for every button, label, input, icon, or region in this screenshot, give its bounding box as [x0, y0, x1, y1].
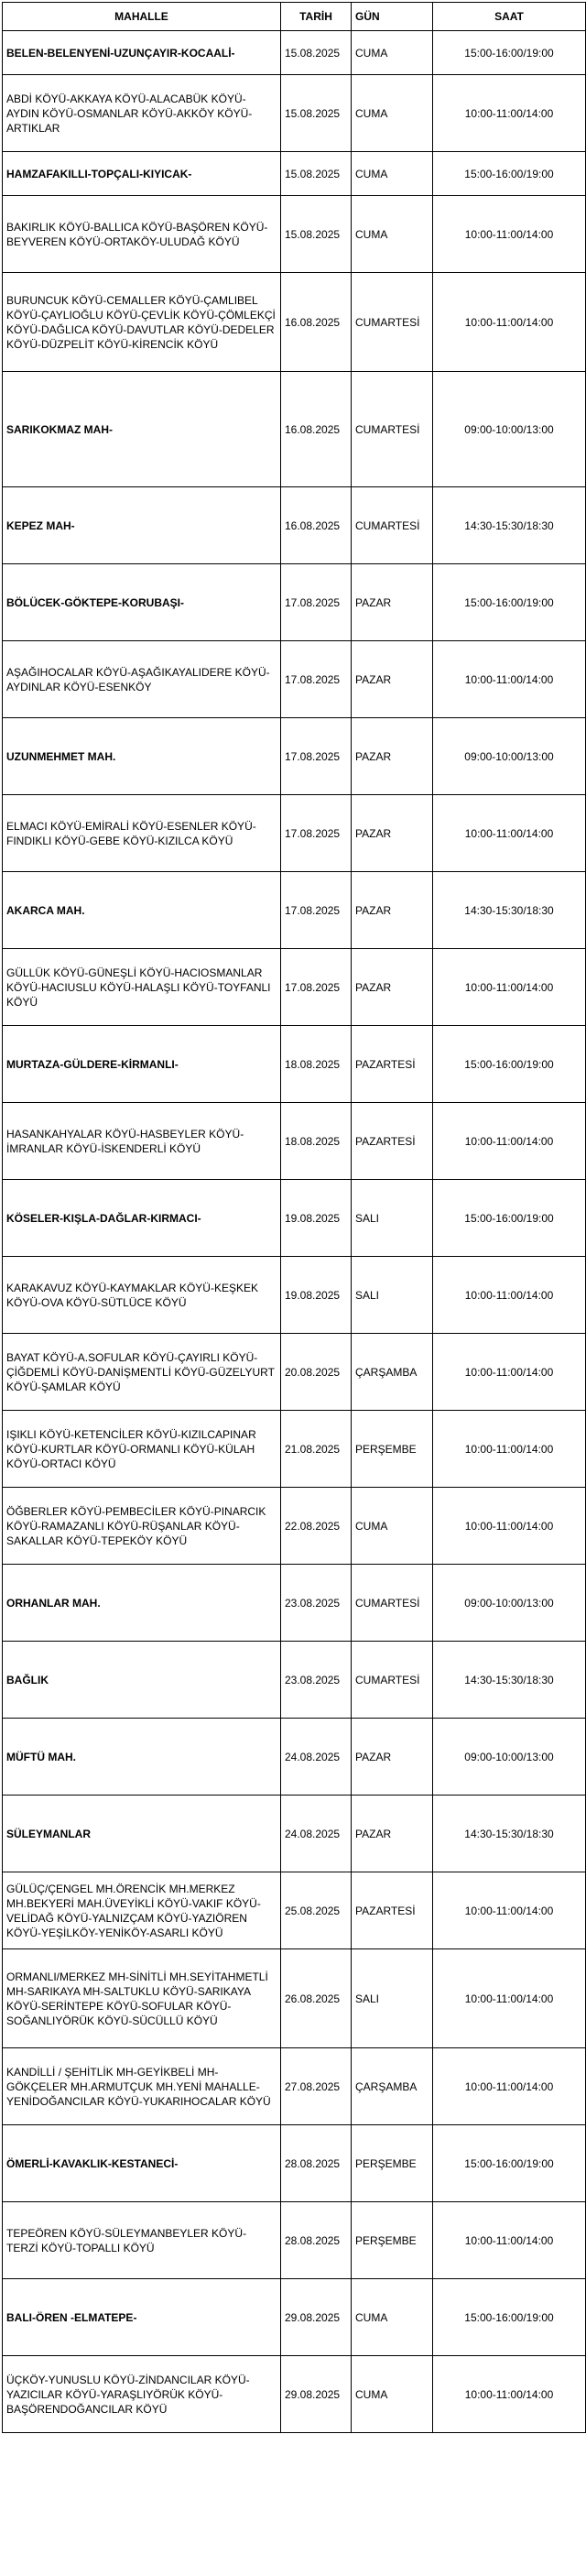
table-row [3, 273, 586, 372]
gun-cell: CUMA [352, 75, 433, 152]
gun-cell: PAZAR [352, 872, 433, 949]
gun-cell: CUMA [352, 196, 433, 273]
saat-cell: 09:00-10:00/13:00 [433, 1719, 586, 1796]
saat-cell: 15:00-16:00/19:00 [433, 2279, 586, 2356]
gun-cell: PERŞEMBE [352, 2202, 433, 2279]
gun-cell: SALI [352, 1257, 433, 1334]
gun-cell: CUMA [352, 31, 433, 75]
gun-cell: CUMARTESİ [352, 372, 433, 487]
saat-cell: 10:00-11:00/14:00 [433, 1257, 586, 1334]
gun-cell: PAZAR [352, 641, 433, 718]
tarih-cell: 16.08.2025 [281, 273, 352, 372]
saat-cell: 10:00-11:00/14:00 [433, 1872, 586, 1949]
saat-cell: 14:30-15:30/18:30 [433, 1796, 586, 1872]
table-row [3, 196, 586, 273]
gun-cell: PAZARTESİ [352, 1872, 433, 1949]
saat-cell: 10:00-11:00/14:00 [433, 196, 586, 273]
tarih-cell: 17.08.2025 [281, 718, 352, 795]
gun-cell: CUMA [352, 152, 433, 196]
gun-cell: PAZAR [352, 949, 433, 1026]
tarih-cell: 16.08.2025 [281, 372, 352, 487]
gun-cell: PAZAR [352, 795, 433, 872]
tarih-cell: 15.08.2025 [281, 31, 352, 75]
gun-cell: PAZAR [352, 564, 433, 641]
mahalle-cell: ORHANLAR MAH. [3, 1565, 281, 1642]
tarih-cell: 17.08.2025 [281, 949, 352, 1026]
mahalle-cell: BAĞLIK [3, 1642, 281, 1719]
tarih-cell: 15.08.2025 [281, 75, 352, 152]
saat-cell: 09:00-10:00/13:00 [433, 718, 586, 795]
mahalle-cell: ÖMERLİ-KAVAKLIK-KESTANECİ- [3, 2125, 281, 2202]
saat-cell: 10:00-11:00/14:00 [433, 1334, 586, 1411]
tarih-cell: 23.08.2025 [281, 1642, 352, 1719]
mahalle-cell: ABDİ KÖYÜ-AKKAYA KÖYÜ-ALACABÜK KÖYÜ-AYDIN KÖYÜ-OSMANLAR KÖYÜ-AKKÖY KÖYÜ-ARTIKLAR [3, 75, 281, 152]
saat-cell: 10:00-11:00/14:00 [433, 75, 586, 152]
gun-cell: PERŞEMBE [352, 2125, 433, 2202]
table-row [3, 641, 586, 718]
table-row [3, 795, 586, 872]
table-row [3, 718, 586, 795]
mahalle-cell: BURUNCUK KÖYÜ-CEMALLER KÖYÜ-ÇAMLIBEL KÖYÜ-ÇAYLIOĞLU KÖYÜ-ÇEVLİK KÖYÜ-ÇÖMLEKÇİ KÖYÜ-DAĞLICA KÖYÜ-DAVUTLAR KÖYÜ-DEDELER KÖYÜ-DÜZPELİT KÖYÜ-KİRENCİK KÖYÜ [3, 273, 281, 372]
tarih-cell: 19.08.2025 [281, 1180, 352, 1257]
table-row [3, 1334, 586, 1411]
table-row [3, 372, 586, 487]
tarih-cell: 22.08.2025 [281, 1488, 352, 1565]
header-tarih: TARİH [281, 3, 352, 31]
tarih-cell: 26.08.2025 [281, 1949, 352, 2048]
mahalle-cell: KARAKAVUZ KÖYÜ-KAYMAKLAR KÖYÜ-KEŞKEK KÖYÜ-OVA KÖYÜ-SÜTLÜCE KÖYÜ [3, 1257, 281, 1334]
saat-cell: 10:00-11:00/14:00 [433, 273, 586, 372]
gun-cell: CUMARTESİ [352, 273, 433, 372]
tarih-cell: 20.08.2025 [281, 1334, 352, 1411]
table-row [3, 75, 586, 152]
table-row [3, 1026, 586, 1103]
tarih-cell: 18.08.2025 [281, 1026, 352, 1103]
mahalle-cell: AŞAĞIHOCALAR KÖYÜ-AŞAĞIKAYALIDERE KÖYÜ-AYDINLAR KÖYÜ-ESENKÖY [3, 641, 281, 718]
mahalle-cell: GÜLÜÇ/ÇENGEL MH.ÖRENCİK MH.MERKEZ MH.BEKYERİ MAH.ÜVEYİKLİ KÖYÜ-VAKIF KÖYÜ-VELİDAĞ KÖYÜ-YALNIZÇAM KÖYÜ-YAZIÖREN KÖYÜ-YEŞİLKÖY-YENİKÖY-ASARLI KÖYÜ [3, 1872, 281, 1949]
table-row [3, 1796, 586, 1872]
mahalle-cell: ÜÇKÖY-YUNUSLU KÖYÜ-ZİNDANCILAR KÖYÜ-YAZICILAR KÖYÜ-YARAŞLIYÖRÜK KÖYÜ-BAŞÖRENDOĞANCILAR KÖYÜ [3, 2356, 281, 2433]
tarih-cell: 28.08.2025 [281, 2125, 352, 2202]
saat-cell: 15:00-16:00/19:00 [433, 31, 586, 75]
saat-cell: 10:00-11:00/14:00 [433, 1949, 586, 2048]
mahalle-cell: KANDİLLİ / ŞEHİTLİK MH-GEYİKBELİ MH-GÖKÇELER MH.ARMUTÇUK MH.YENİ MAHALLE-YENİDOĞANCILAR KÖYÜ-YUKARIHOCALAR KÖYÜ [3, 2048, 281, 2125]
gun-cell: PERŞEMBE [352, 1411, 433, 1488]
tarih-cell: 17.08.2025 [281, 641, 352, 718]
saat-cell: 10:00-11:00/14:00 [433, 949, 586, 1026]
mahalle-cell: BALI-ÖREN -ELMATEPE- [3, 2279, 281, 2356]
saat-cell: 15:00-16:00/19:00 [433, 152, 586, 196]
mahalle-cell: BAKIRLIK KÖYÜ-BALLICA KÖYÜ-BAŞÖREN KÖYÜ-BEYVEREN KÖYÜ-ORTAKÖY-ULUDAĞ KÖYÜ [3, 196, 281, 273]
table-row [3, 1642, 586, 1719]
saat-cell: 10:00-11:00/14:00 [433, 795, 586, 872]
table-row [3, 1411, 586, 1488]
tarih-cell: 29.08.2025 [281, 2279, 352, 2356]
saat-cell: 15:00-16:00/19:00 [433, 1180, 586, 1257]
mahalle-cell: MÜFTÜ MAH. [3, 1719, 281, 1796]
mahalle-cell: KEPEZ MAH- [3, 487, 281, 564]
table-row [3, 1180, 586, 1257]
mahalle-cell: IŞIKLI KÖYÜ-KETENCİLER KÖYÜ-KIZILCAPINAR KÖYÜ-KURTLAR KÖYÜ-ORMANLI KÖYÜ-KÜLAH KÖYÜ-ORTACI KÖYÜ [3, 1411, 281, 1488]
gun-cell: PAZAR [352, 1796, 433, 1872]
mahalle-cell: SARIKOKMAZ MAH- [3, 372, 281, 487]
saat-cell: 14:30-15:30/18:30 [433, 872, 586, 949]
tarih-cell: 23.08.2025 [281, 1565, 352, 1642]
saat-cell: 15:00-16:00/19:00 [433, 564, 586, 641]
table-row [3, 2279, 586, 2356]
mahalle-cell: MURTAZA-GÜLDERE-KİRMANLI- [3, 1026, 281, 1103]
mahalle-cell: HAMZAFAKILLI-TOPÇALI-KIYICAK- [3, 152, 281, 196]
gun-cell: CUMA [352, 2356, 433, 2433]
header-mahalle: MAHALLE [3, 3, 281, 31]
saat-cell: 10:00-11:00/14:00 [433, 641, 586, 718]
tarih-cell: 24.08.2025 [281, 1719, 352, 1796]
mahalle-cell: ORMANLI/MERKEZ MH-SİNİTLİ MH.SEYİTAHMETLİ MH-SARIKAYA MH-SALTUKLU KÖYÜ-SARIKAYA KÖYÜ-SERİNTEPE KÖYÜ-SOFULAR KÖYÜ-SOĞANLIYÖRÜK KÖYÜ-SÜCÜLLÜ KÖYÜ [3, 1949, 281, 2048]
table-row [3, 152, 586, 196]
table-row [3, 2356, 586, 2433]
gun-cell: CUMARTESİ [352, 487, 433, 564]
table-row [3, 564, 586, 641]
table-row [3, 2202, 586, 2279]
mahalle-cell: UZUNMEHMET MAH. [3, 718, 281, 795]
tarih-cell: 24.08.2025 [281, 1796, 352, 1872]
header-saat: SAAT [433, 3, 586, 31]
gun-cell: PAZARTESİ [352, 1026, 433, 1103]
tarih-cell: 17.08.2025 [281, 564, 352, 641]
table-row [3, 1872, 586, 1949]
saat-cell: 10:00-11:00/14:00 [433, 2202, 586, 2279]
saat-cell: 10:00-11:00/14:00 [433, 1488, 586, 1565]
saat-cell: 14:30-15:30/18:30 [433, 1642, 586, 1719]
table-row [3, 487, 586, 564]
table-row [3, 872, 586, 949]
gun-cell: CUMA [352, 1488, 433, 1565]
mahalle-cell: KÖSELER-KIŞLA-DAĞLAR-KIRMACI- [3, 1180, 281, 1257]
gun-cell: SALI [352, 1180, 433, 1257]
mahalle-cell: BELEN-BELENYENİ-UZUNÇAYIR-KOCAALİ- [3, 31, 281, 75]
gun-cell: CUMA [352, 2279, 433, 2356]
tarih-cell: 28.08.2025 [281, 2202, 352, 2279]
saat-cell: 10:00-11:00/14:00 [433, 2048, 586, 2125]
mahalle-cell: GÜLLÜK KÖYÜ-GÜNEŞLİ KÖYÜ-HACIOSMANLAR KÖYÜ-HACIUSLU KÖYÜ-HALAŞLI KÖYÜ-TOYFANLI KÖYÜ [3, 949, 281, 1026]
tarih-cell: 18.08.2025 [281, 1103, 352, 1180]
tarih-cell: 27.08.2025 [281, 2048, 352, 2125]
saat-cell: 09:00-10:00/13:00 [433, 372, 586, 487]
saat-cell: 10:00-11:00/14:00 [433, 1411, 586, 1488]
outage-schedule-table [2, 2, 586, 2433]
gun-cell: CUMARTESİ [352, 1642, 433, 1719]
gun-cell: CUMARTESİ [352, 1565, 433, 1642]
table-row [3, 949, 586, 1026]
saat-cell: 14:30-15:30/18:30 [433, 487, 586, 564]
saat-cell: 15:00-16:00/19:00 [433, 2125, 586, 2202]
table-row [3, 31, 586, 75]
mahalle-cell: TEPEÖREN KÖYÜ-SÜLEYMANBEYLER KÖYÜ-TERZİ KÖYÜ-TOPALLI KÖYÜ [3, 2202, 281, 2279]
gun-cell: SALI [352, 1949, 433, 2048]
table-row [3, 1103, 586, 1180]
table-body [3, 31, 586, 2433]
gun-cell: PAZAR [352, 1719, 433, 1796]
table-row [3, 2048, 586, 2125]
table-row [3, 1565, 586, 1642]
tarih-cell: 25.08.2025 [281, 1872, 352, 1949]
mahalle-cell: AKARCA MAH. [3, 872, 281, 949]
tarih-cell: 15.08.2025 [281, 196, 352, 273]
saat-cell: 10:00-11:00/14:00 [433, 1103, 586, 1180]
header-gun: GÜN [352, 3, 433, 31]
tarih-cell: 29.08.2025 [281, 2356, 352, 2433]
tarih-cell: 21.08.2025 [281, 1411, 352, 1488]
tarih-cell: 16.08.2025 [281, 487, 352, 564]
tarih-cell: 19.08.2025 [281, 1257, 352, 1334]
tarih-cell: 15.08.2025 [281, 152, 352, 196]
tarih-cell: 17.08.2025 [281, 795, 352, 872]
table-row [3, 2125, 586, 2202]
saat-cell: 10:00-11:00/14:00 [433, 2356, 586, 2433]
gun-cell: ÇARŞAMBA [352, 2048, 433, 2125]
header-row [3, 3, 586, 31]
gun-cell: PAZARTESİ [352, 1103, 433, 1180]
mahalle-cell: BAYAT KÖYÜ-A.SOFULAR KÖYÜ-ÇAYIRLI KÖYÜ-ÇİĞDEMLİ KÖYÜ-DANİŞMENTLİ KÖYÜ-GÜZELYURT KÖYÜ-ŞAMLAR KÖYÜ [3, 1334, 281, 1411]
mahalle-cell: ÖĞBERLER KÖYÜ-PEMBECİLER KÖYÜ-PINARCIK KÖYÜ-RAMAZANLI KÖYÜ-RÜŞANLAR KÖYÜ-SAKALLAR KÖYÜ-TEPEKÖY KÖYÜ [3, 1488, 281, 1565]
saat-cell: 15:00-16:00/19:00 [433, 1026, 586, 1103]
saat-cell: 09:00-10:00/13:00 [433, 1565, 586, 1642]
mahalle-cell: HASANKAHYALAR KÖYÜ-HASBEYLER KÖYÜ-İMRANLAR KÖYÜ-İSKENDERLİ KÖYÜ [3, 1103, 281, 1180]
table-row [3, 1949, 586, 2048]
gun-cell: PAZAR [352, 718, 433, 795]
mahalle-cell: SÜLEYMANLAR [3, 1796, 281, 1872]
table-row [3, 1257, 586, 1334]
gun-cell: ÇARŞAMBA [352, 1334, 433, 1411]
mahalle-cell: BÖLÜCEK-GÖKTEPE-KORUBAŞI- [3, 564, 281, 641]
tarih-cell: 17.08.2025 [281, 872, 352, 949]
mahalle-cell: ELMACI KÖYÜ-EMİRALİ KÖYÜ-ESENLER KÖYÜ-FINDIKLI KÖYÜ-GEBE KÖYÜ-KIZILCA KÖYÜ [3, 795, 281, 872]
table-row [3, 1488, 586, 1565]
table-row [3, 1719, 586, 1796]
